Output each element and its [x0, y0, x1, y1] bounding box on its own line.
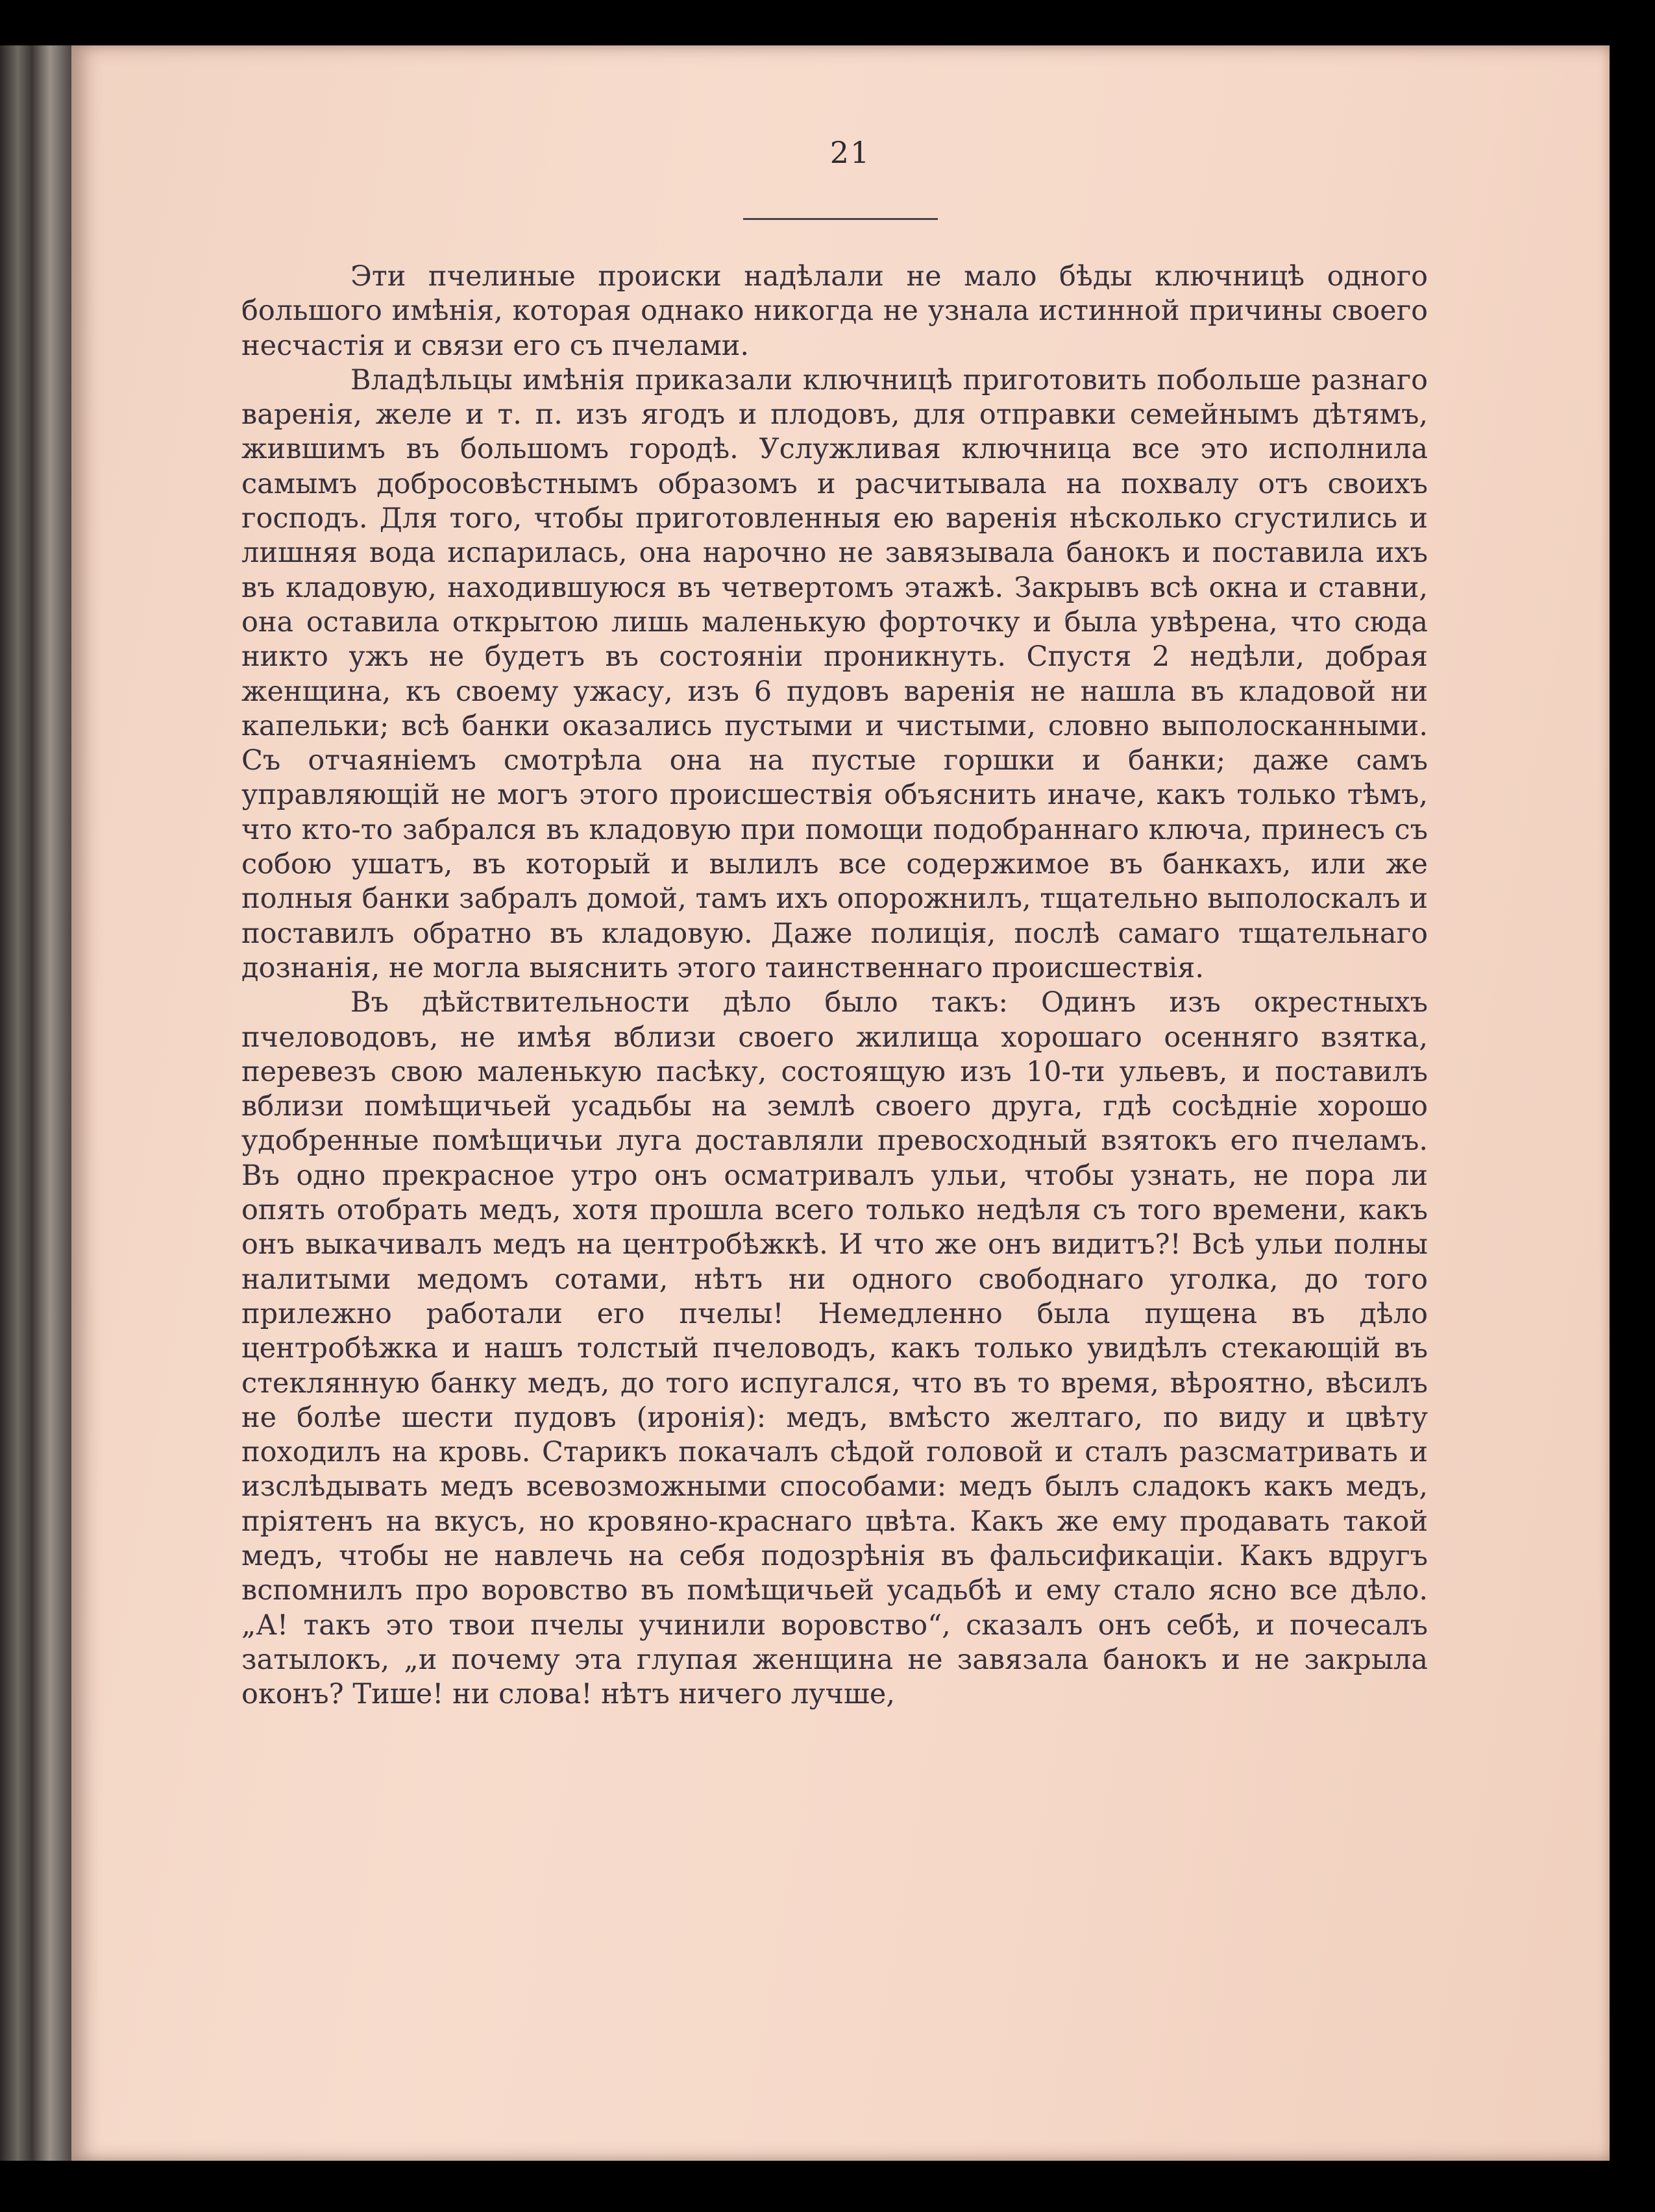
paragraph-3: Въ дѣйствительности дѣло было такъ: Одинъ изъ окрестныхъ пчеловодовъ, не имѣя вблизи своего жилища хорошаго осенняго взятка, перевезъ свою маленькую пасѣку, состоящую изъ 10-ти ульевъ, и поставилъ вблизи помѣщичьей усадьбы на землѣ своего друга, гдѣ сосѣдніе хорошо удобренные помѣщичьи луга доставляли превосходный взятокъ его пчеламъ. Въ одно прекрасное утро онъ осматривалъ ульи, чтобы узнать, не пора ли опять отобрать медъ, хотя прошла всего только недѣля съ того времени, какъ онъ выкачивалъ медъ на центробѣжкѣ. И что же онъ видитъ?! Всѣ ульи полны налитыми медомъ сотами, нѣтъ ни одного свободнаго уголка, до того прилежно работали его пчелы! Немедленно была пущена въ дѣло центробѣжка и нашъ толстый пчеловодъ, какъ только увидѣлъ стекающій въ стеклянную банку медъ, до того испугался, что въ то время, вѣроятно, вѣсилъ не болѣе шести пудовъ (иронія): медъ, вмѣсто желтаго, по виду и цвѣту походилъ на кровь. Старикъ покачалъ сѣдой головой и сталъ разсматривать и изслѣдывать медъ всевозможными способами: медъ былъ сладокъ какъ медъ, пріятенъ на вкусъ, но кровяно-краснаго цвѣта. Какъ же ему продавать такой медъ, чтобы не навлечь на себя подозрѣнія въ фальсификаціи. Какъ вдругъ вспомнилъ про воровство въ помѣщичьей усадьбѣ и ему стало ясно все дѣло. „А! такъ это твои пчелы учинили воровство“, сказалъ онъ себѣ, и почесалъ затылокъ, „и почему эта глупая женщина не завязала банокъ и не закрыла оконъ? Тише! ни слова! нѣтъ ничего лучше, [241, 986, 1428, 1711]
paragraph-1: Эти пчелиные происки надѣлали не мало бѣды ключницѣ одного большого имѣнія, которая однако никогда не узнала истинной причины своего несчастія и связи его съ пчелами. [241, 260, 1428, 362]
book-spine-edge [0, 45, 71, 2161]
header-rule [743, 218, 938, 220]
book-page [71, 45, 1610, 2161]
page-number: 21 [829, 135, 871, 170]
body-text [241, 260, 1428, 1712]
paragraph-2: Владѣльцы имѣнія приказали ключницѣ приготовить побольше разнаго варенія, желе и т. п. изъ ягодъ и плодовъ, для отправки семейнымъ дѣтямъ, жившимъ въ большомъ городѣ. Услужливая ключница все это исполнила самымъ добросовѣстнымъ образомъ и расчитывала на похвалу отъ своихъ господъ. Для того, чтобы приготовленныя ею варенія нѣсколько сгустились и лишняя вода испарилась, она нарочно не завязывала банокъ и поставила ихъ въ кладовую, находившуюся въ четвертомъ этажѣ. Закрывъ всѣ окна и ставни, она оставила открытою лишь маленькую форточку и была увѣрена, что сюда никто ужъ не будетъ въ состояніи проникнуть. Спустя 2 недѣли, добрая женщина, къ своему ужасу, изъ 6 пудовъ варенія не нашла въ кладовой ни капельки; всѣ банки оказались пустыми и чистыми, словно выполосканными. Съ отчаяніемъ смотрѣла она на пустые горшки и банки; даже самъ управляющій не могъ этого происшествія объяснить иначе, какъ только тѣмъ, что кто-то забрался въ кладовую при помощи подобраннаго ключа, принесъ съ собою ушатъ, въ который и вылилъ все содержимое въ банкахъ, или же полныя банки забралъ домой, тамъ ихъ опорожнилъ, тщательно выполоскалъ и поставилъ обратно въ кладовую. Даже полиція, послѣ самаго тщательнаго дознанія, не могла выяснить этого таинственнаго происшествія. [241, 363, 1428, 984]
